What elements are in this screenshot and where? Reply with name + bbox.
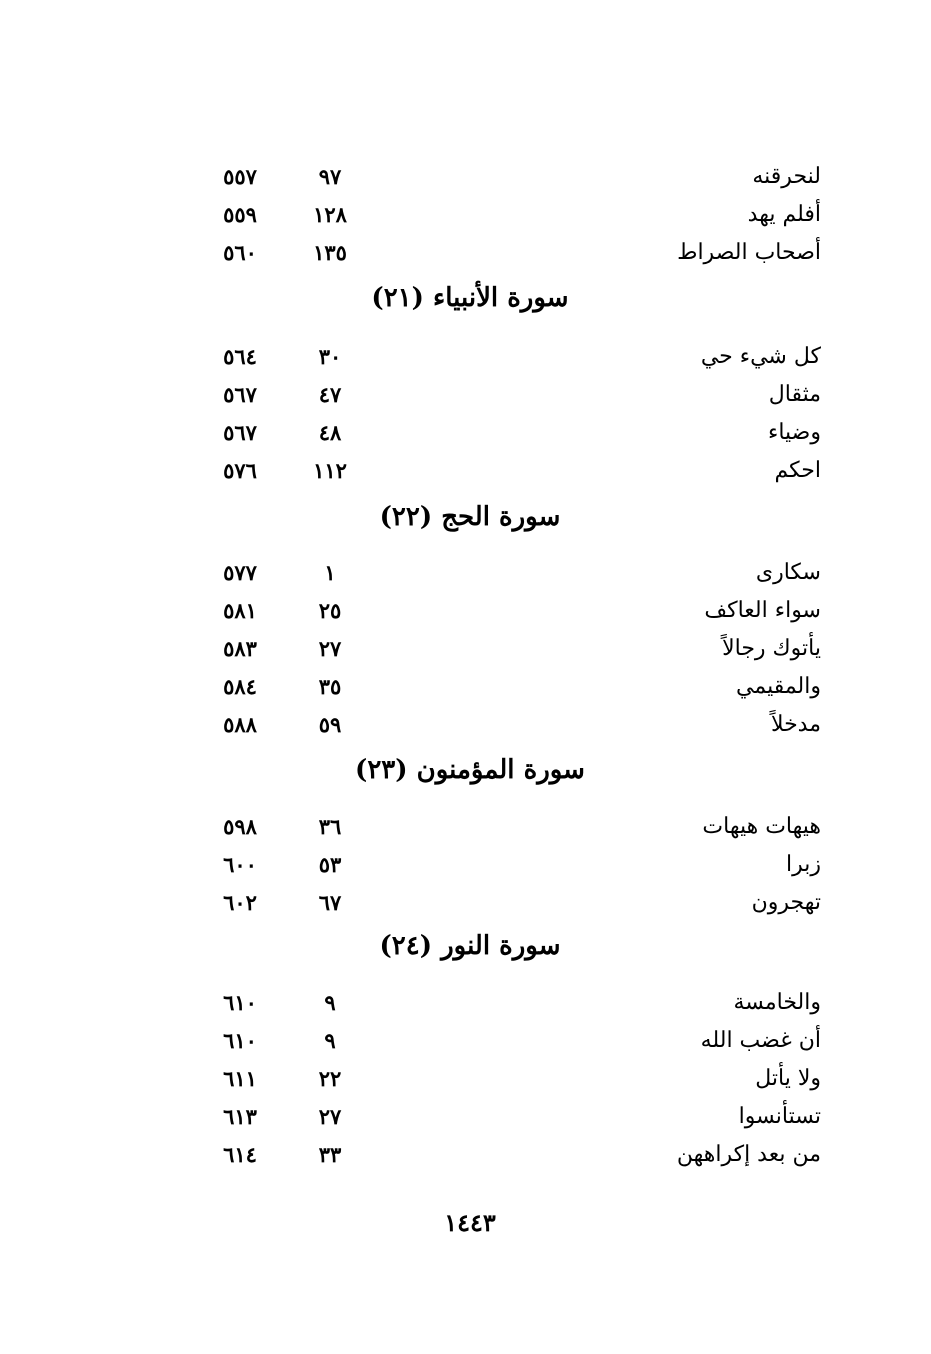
entry-word: مثقال [768, 382, 821, 407]
surah-heading: سورة المؤمنون (٢٣) [355, 755, 585, 785]
index-entry [0, 338, 931, 376]
index-entry [0, 158, 931, 196]
entry-word: احكم [774, 458, 821, 483]
verse-number: ٣٠ [318, 344, 342, 369]
entry-word: والخامسة [733, 990, 821, 1015]
page-reference: ٦١٤ [223, 1142, 257, 1167]
index-entry [0, 1136, 931, 1174]
verse-number: ٢٧ [318, 636, 342, 661]
page-reference: ٦١٣ [223, 1104, 257, 1129]
page-reference: ٥٦٠ [223, 240, 257, 265]
page-reference: ٦١٠ [223, 1028, 257, 1053]
index-entry [0, 630, 931, 668]
index-entry [0, 984, 931, 1022]
verse-number: ١١٢ [313, 458, 347, 483]
index-entry [0, 884, 931, 922]
page-reference: ٥٨١ [223, 598, 257, 623]
index-entry [0, 554, 931, 592]
entry-word: ولا يأتل [755, 1066, 821, 1091]
entry-word: والمقيمي [736, 674, 821, 699]
verse-number: ٩ [324, 1028, 336, 1053]
verse-number: ١٣٥ [313, 240, 347, 265]
entry-word: تهجرون [751, 890, 821, 915]
index-entry [0, 592, 931, 630]
entry-word: كل شيء حي [700, 344, 821, 369]
page-reference: ٥٦٧ [223, 382, 257, 407]
entry-word: أفلم يهد [747, 202, 821, 227]
page-reference: ٦٠٢ [223, 890, 257, 915]
index-entry [0, 1022, 931, 1060]
entry-word: من بعد إكراههن [676, 1142, 821, 1167]
index-entry [0, 234, 931, 272]
entry-word: تستأنسوا [738, 1104, 821, 1129]
entry-word: سكارى [755, 560, 821, 585]
index-entry [0, 668, 931, 706]
page-reference: ٥٧٧ [223, 560, 257, 585]
verse-number: ١ [324, 560, 336, 585]
surah-heading: سورة النور (٢٤) [379, 931, 561, 961]
verse-number: ٢٢ [318, 1066, 342, 1091]
index-entry [0, 808, 931, 846]
verse-number: ٩ [324, 990, 336, 1015]
page-reference: ٦٠٠ [223, 852, 257, 877]
page-reference: ٥٨٨ [223, 712, 257, 737]
page-reference: ٦١٠ [223, 990, 257, 1015]
page-reference: ٥٦٧ [223, 420, 257, 445]
index-entry [0, 414, 931, 452]
page-reference: ٥٥٩ [223, 202, 257, 227]
index-entry [0, 196, 931, 234]
verse-number: ٤٧ [318, 382, 342, 407]
entry-word: زبرا [786, 852, 821, 877]
verse-number: ١٢٨ [313, 202, 347, 227]
page-reference: ٥٨٤ [223, 674, 257, 699]
verse-number: ٩٧ [318, 164, 342, 189]
page-reference: ٥٥٧ [223, 164, 257, 189]
entry-word: أصحاب الصراط [677, 240, 821, 265]
entry-word: وضياء [768, 420, 821, 445]
verse-number: ٣٥ [318, 674, 342, 699]
verse-number: ٢٥ [318, 598, 342, 623]
verse-number: ٤٨ [318, 420, 342, 445]
index-entry [0, 376, 931, 414]
page-reference: ٥٩٨ [223, 814, 257, 839]
entry-word: هيهات هيهات [702, 814, 821, 839]
entry-word: يأتوك رجالاً [722, 636, 821, 661]
entry-word: أن غضب الله [700, 1028, 821, 1053]
verse-number: ٣٦ [318, 814, 342, 839]
verse-number: ٦٧ [318, 890, 342, 915]
entry-word: مدخلاً [770, 712, 821, 737]
entry-word: لنحرقنه [752, 164, 821, 189]
index-entry [0, 1060, 931, 1098]
index-entry [0, 846, 931, 884]
verse-number: ٥٣ [318, 852, 342, 877]
page-reference: ٦١١ [223, 1066, 257, 1091]
verse-number: ٣٣ [318, 1142, 342, 1167]
surah-heading: سورة الحج (٢٢) [379, 502, 561, 532]
verse-number: ٥٩ [318, 712, 342, 737]
page-reference: ٥٧٦ [223, 458, 257, 483]
index-entry [0, 706, 931, 744]
page-reference: ٥٨٣ [223, 636, 257, 661]
page-number: ١٤٤٣ [444, 1208, 496, 1237]
entry-word: سواء العاكف [704, 598, 821, 623]
index-entry [0, 452, 931, 490]
page-reference: ٥٦٤ [223, 344, 257, 369]
index-entry [0, 1098, 931, 1136]
verse-number: ٢٧ [318, 1104, 342, 1129]
surah-heading: سورة الأنبياء (٢١) [371, 283, 569, 313]
